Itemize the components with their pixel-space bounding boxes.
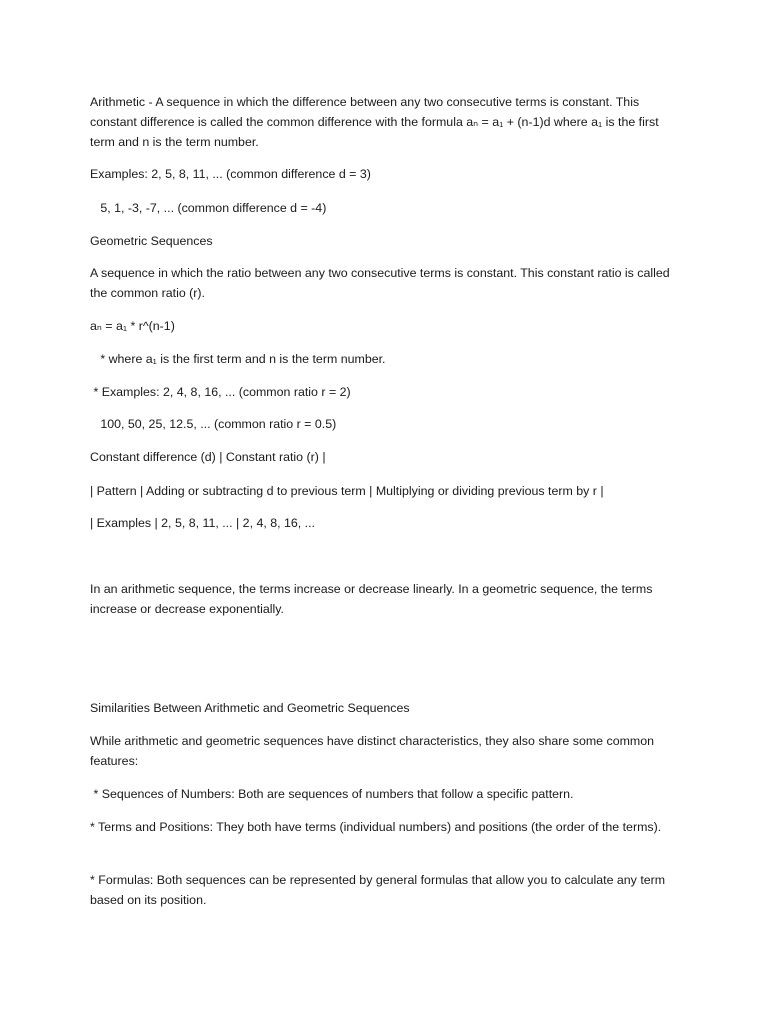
similarity-item-terms: * Terms and Positions: They both have terms (individual numbers) and positions (the order of the terms).	[90, 820, 662, 834]
geometric-example-1: * Examples: 2, 4, 8, 16, ... (common ratio r = 2)	[90, 385, 351, 399]
comparison-row-1: Constant difference (d) | Constant ratio (r) |	[90, 450, 326, 464]
geometric-definition: A sequence in which the ratio between any two consecutive terms is constant. This constant ratio is called the common ratio (r).	[90, 266, 670, 300]
geometric-formula: aₙ = a₁ * r^(n-1)	[90, 319, 175, 333]
arithmetic-example-2: 5, 1, -3, -7, ... (common difference d = -4)	[90, 201, 327, 215]
arithmetic-definition: Arithmetic - A sequence in which the difference between any two consecutive terms is constant. This constant difference is called the common difference with the formula aₙ = a₁ + (n-1)d where a₁ is the first term and n is the term number.	[90, 95, 659, 149]
geometric-example-2: 100, 50, 25, 12.5, ... (common ratio r = 0.5)	[90, 417, 337, 431]
geometric-formula-note: * where a₁ is the first term and n is the term number.	[90, 352, 386, 366]
growth-comparison: In an arithmetic sequence, the terms increase or decrease linearly. In a geometric sequence, the terms increase or decrease exponentially.	[90, 582, 653, 616]
similarity-item-numbers: * Sequences of Numbers: Both are sequences of numbers that follow a specific pattern.	[90, 787, 574, 801]
similarity-item-formulas: * Formulas: Both sequences can be represented by general formulas that allow you to calculate any term based on its position.	[90, 873, 666, 907]
geometric-heading: Geometric Sequences	[90, 234, 213, 248]
similarities-intro: While arithmetic and geometric sequences have distinct characteristics, they also share some common features:	[90, 734, 655, 768]
similarities-heading: Similarities Between Arithmetic and Geometric Sequences	[90, 701, 410, 715]
comparison-row-3: | Examples | 2, 5, 8, 11, ... | 2, 4, 8, 16, ...	[90, 516, 315, 530]
arithmetic-example-1: Examples: 2, 5, 8, 11, ... (common difference d = 3)	[90, 167, 371, 181]
comparison-row-2: | Pattern | Adding or subtracting d to previous term | Multiplying or dividing previous term by r |	[90, 484, 604, 498]
